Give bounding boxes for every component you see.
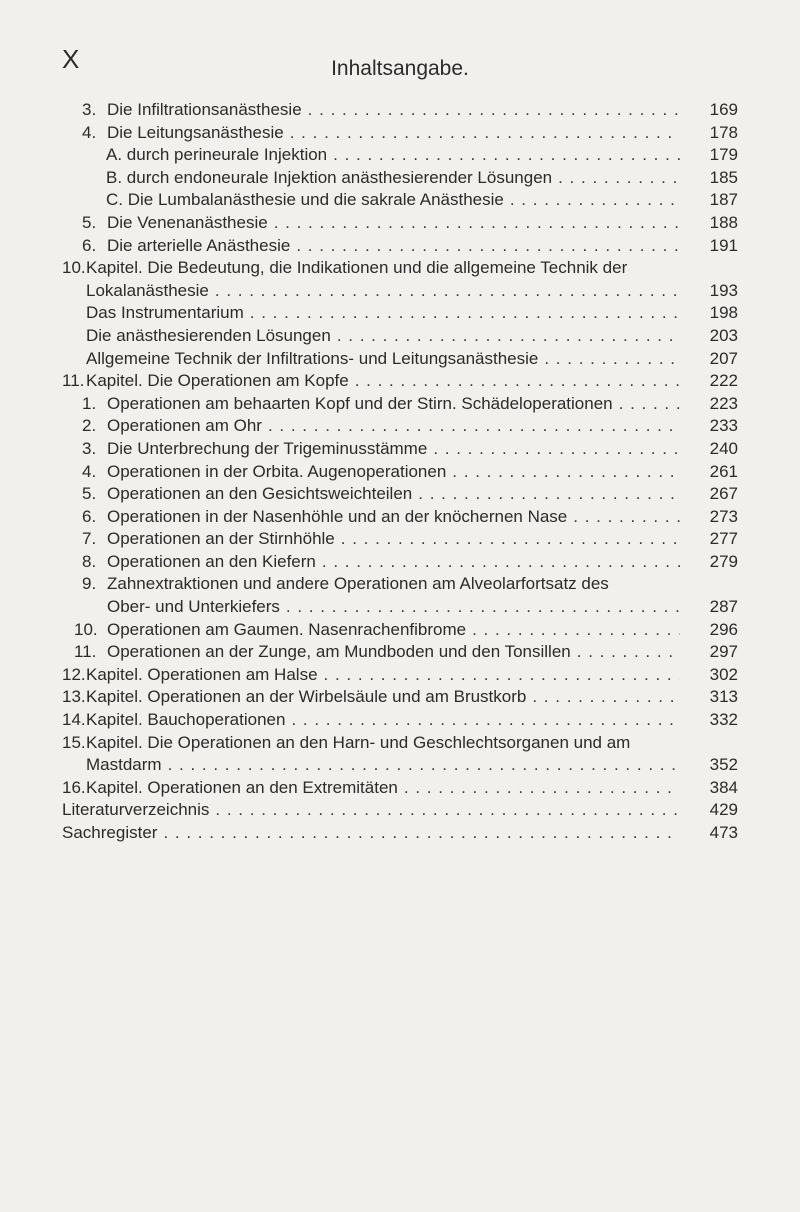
toc-entry bbox=[62, 415, 738, 438]
toc-entry-title: B. durch endoneurale Injektion anästhesierender Lösungen bbox=[106, 167, 553, 187]
dot-leader bbox=[163, 822, 680, 845]
toc-entry-number: 3. bbox=[82, 438, 97, 458]
toc-entry-number: 5. bbox=[82, 484, 97, 504]
dot-leader bbox=[532, 686, 680, 709]
toc-entry-page: 240 bbox=[709, 438, 738, 458]
toc-entry-number: 13. bbox=[62, 687, 86, 707]
toc-entry-title: Operationen in der Nasenhöhle und an der knöchernen Nase bbox=[107, 506, 568, 526]
toc-entry bbox=[62, 732, 738, 755]
toc-entry-page: 277 bbox=[709, 529, 738, 549]
dot-leader bbox=[333, 144, 680, 167]
toc-entry bbox=[62, 167, 738, 190]
toc-entry-title: Kapitel. Die Bedeutung, die Indikationen und die allgemeine Technik der bbox=[86, 258, 628, 278]
toc-entry-page: 332 bbox=[709, 710, 738, 730]
toc-entry bbox=[62, 370, 738, 393]
dot-leader bbox=[290, 122, 680, 145]
dot-leader bbox=[558, 167, 680, 190]
toc-entry-number: 10. bbox=[74, 619, 98, 639]
toc-entry-title: Die Venenanästhesie bbox=[107, 212, 268, 232]
toc-entry-number: 8. bbox=[82, 551, 97, 571]
toc-entry-page: 287 bbox=[709, 597, 738, 617]
toc-entry-number: 6. bbox=[82, 506, 97, 526]
toc-entry-title: Das Instrumentarium bbox=[86, 303, 244, 323]
toc-entry bbox=[62, 189, 738, 212]
toc-entry-page: 233 bbox=[709, 416, 738, 436]
toc-entry bbox=[62, 709, 738, 732]
toc-entry-page: 297 bbox=[709, 642, 738, 662]
toc-entry-number: 9. bbox=[82, 574, 97, 594]
toc-entry-page: 193 bbox=[709, 280, 738, 300]
toc-entry-page: 302 bbox=[709, 664, 738, 684]
dot-leader bbox=[286, 596, 680, 619]
page-number: X bbox=[62, 44, 80, 74]
toc-entry-title: Sachregister bbox=[62, 823, 158, 842]
toc-entry-page: 178 bbox=[709, 122, 738, 142]
table-of-contents bbox=[62, 99, 738, 845]
toc-entry bbox=[62, 619, 738, 642]
toc-entry bbox=[62, 596, 738, 619]
dot-leader bbox=[296, 235, 680, 258]
toc-entry-number: 12. bbox=[62, 664, 86, 684]
toc-entry bbox=[62, 122, 738, 145]
toc-entry-title: Ober- und Unterkiefers bbox=[107, 597, 280, 617]
dot-leader bbox=[215, 280, 680, 303]
dot-leader bbox=[215, 799, 680, 822]
toc-entry-page: 273 bbox=[709, 506, 738, 526]
toc-entry-title: Kapitel. Operationen am Halse bbox=[86, 664, 318, 684]
dot-leader bbox=[573, 506, 680, 529]
toc-entry-title: A. durch perineurale Injektion bbox=[106, 145, 328, 165]
toc-entry-title: Kapitel. Operationen an den Extremitäten bbox=[86, 777, 398, 797]
toc-entry-page: 313 bbox=[709, 687, 738, 707]
toc-entry-page: 296 bbox=[709, 619, 738, 639]
dot-leader bbox=[418, 483, 680, 506]
toc-entry-title: Die anästhesierenden Lösungen bbox=[86, 325, 331, 345]
toc-entry bbox=[62, 777, 738, 800]
toc-entry-title: Allgemeine Technik der Infiltrations- und Leitungsanästhesie bbox=[86, 348, 539, 368]
toc-entry-page: 223 bbox=[709, 393, 738, 413]
dot-leader bbox=[308, 99, 680, 122]
toc-entry-page: 188 bbox=[709, 212, 738, 232]
toc-entry-title: Die Leitungsanästhesie bbox=[107, 122, 284, 142]
toc-entry-number: 15. bbox=[62, 732, 86, 752]
toc-entry bbox=[62, 99, 738, 122]
toc-entry-title: Kapitel. Die Operationen an den Harn- und Geschlechtsorganen und am bbox=[86, 732, 631, 752]
toc-entry-number: 11. bbox=[74, 642, 97, 662]
toc-entry bbox=[62, 144, 738, 167]
toc-entry-number: 16. bbox=[62, 777, 86, 797]
toc-entry-page: 384 bbox=[709, 777, 738, 797]
toc-entry bbox=[62, 822, 738, 845]
toc-entry bbox=[62, 325, 738, 348]
dot-leader bbox=[619, 393, 680, 416]
toc-entry-title: Operationen in der Orbita. Augenoperationen bbox=[107, 461, 447, 481]
toc-entry bbox=[62, 506, 738, 529]
toc-entry-page: 185 bbox=[709, 167, 738, 187]
toc-entry bbox=[62, 641, 738, 664]
toc-entry-number: 5. bbox=[82, 212, 97, 232]
dot-leader bbox=[355, 370, 680, 393]
dot-leader bbox=[577, 641, 680, 664]
toc-entry-title: Operationen an den Kiefern bbox=[107, 551, 316, 571]
toc-entry-title: Operationen am Ohr bbox=[107, 416, 262, 436]
page-title: Inhaltsangabe. bbox=[331, 57, 469, 80]
toc-entry bbox=[62, 235, 738, 258]
toc-entry bbox=[62, 528, 738, 551]
toc-entry bbox=[62, 799, 738, 822]
toc-entry-page: 279 bbox=[709, 551, 738, 571]
toc-entry-number: 6. bbox=[82, 235, 97, 255]
toc-entry bbox=[62, 438, 738, 461]
toc-entry bbox=[62, 664, 738, 687]
toc-entry-page: 198 bbox=[709, 303, 738, 323]
dot-leader bbox=[433, 438, 680, 461]
dot-leader bbox=[544, 348, 680, 371]
toc-entry-number: 10. bbox=[62, 258, 86, 278]
toc-entry bbox=[62, 348, 738, 371]
toc-entry-title: Die arterielle Anästhesie bbox=[107, 235, 291, 255]
toc-entry-page: 169 bbox=[709, 100, 738, 119]
toc-entry-title: Operationen an den Gesichtsweichteilen bbox=[107, 484, 413, 504]
toc-entry-page: 203 bbox=[709, 325, 738, 345]
toc-entry-page: 267 bbox=[709, 484, 738, 504]
toc-entry bbox=[62, 393, 738, 416]
toc-entry-title: Operationen an der Zunge, am Mundboden und den Tonsillen bbox=[107, 642, 571, 662]
toc-entry-number: 14. bbox=[62, 710, 86, 730]
dot-leader bbox=[337, 325, 680, 348]
dot-leader bbox=[322, 551, 680, 574]
dot-leader bbox=[250, 302, 680, 325]
toc-entry-title: Mastdarm bbox=[86, 755, 162, 775]
dot-leader bbox=[341, 528, 680, 551]
dot-leader bbox=[274, 212, 680, 235]
toc-entry-number: 4. bbox=[82, 122, 97, 142]
toc-entry bbox=[62, 573, 738, 596]
toc-entry-page: 207 bbox=[709, 348, 738, 368]
toc-entry bbox=[62, 257, 738, 280]
toc-entry-page: 191 bbox=[709, 235, 738, 255]
dot-leader bbox=[510, 189, 680, 212]
toc-entry-page: 429 bbox=[709, 800, 738, 820]
toc-entry-title: Zahnextraktionen und andere Operationen am Alveolarfortsatz des bbox=[107, 574, 609, 594]
toc-entry bbox=[62, 461, 738, 484]
toc-entry-number: 1. bbox=[82, 393, 97, 413]
dot-leader bbox=[324, 664, 680, 687]
toc-entry-page: 352 bbox=[709, 755, 738, 775]
dot-leader bbox=[291, 709, 680, 732]
toc-entry bbox=[62, 483, 738, 506]
toc-entry-number: 4. bbox=[82, 461, 97, 481]
toc-entry-title: Kapitel. Die Operationen am Kopfe bbox=[86, 371, 349, 391]
toc-entry-title: Literaturverzeichnis bbox=[62, 800, 210, 820]
dot-leader bbox=[452, 461, 680, 484]
toc-entry bbox=[62, 754, 738, 777]
dot-leader bbox=[404, 777, 680, 800]
toc-entry-title: Kapitel. Bauchoperationen bbox=[86, 710, 286, 730]
toc-entry-number: 11. bbox=[62, 371, 85, 391]
toc-entry-page: 222 bbox=[709, 371, 738, 391]
toc-entry-page: 261 bbox=[709, 461, 738, 481]
toc-entry-page: 473 bbox=[709, 823, 738, 842]
toc-entry-title: Die Infiltrationsanästhesie bbox=[107, 100, 302, 119]
toc-entry bbox=[62, 686, 738, 709]
toc-entry bbox=[62, 302, 738, 325]
toc-entry-title: Die Unterbrechung der Trigeminusstämme bbox=[107, 438, 428, 458]
toc-entry-title: Operationen am behaarten Kopf und der Stirn. Schädeloperationen bbox=[107, 393, 613, 413]
dot-leader bbox=[168, 754, 680, 777]
toc-entry-title: Operationen an der Stirnhöhle bbox=[107, 529, 335, 549]
toc-entry-title: Lokalanästhesie bbox=[86, 280, 209, 300]
toc-entry bbox=[62, 280, 738, 303]
toc-entry-title: Kapitel. Operationen an der Wirbelsäule und am Brustkorb bbox=[86, 687, 527, 707]
toc-entry-number: 2. bbox=[82, 416, 97, 436]
toc-entry-title: Operationen am Gaumen. Nasenrachenfibrome bbox=[107, 619, 467, 639]
toc-entry bbox=[62, 212, 738, 235]
toc-entry-title: C. Die Lumbalanästhesie und die sakrale Anästhesie bbox=[106, 190, 504, 210]
dot-leader bbox=[472, 619, 680, 642]
dot-leader bbox=[268, 415, 680, 438]
toc-entry-number: 7. bbox=[82, 529, 97, 549]
toc-entry-page: 187 bbox=[709, 190, 738, 210]
toc-entry-number: 3. bbox=[82, 100, 97, 119]
toc-entry bbox=[62, 551, 738, 574]
toc-entry-page: 179 bbox=[709, 145, 738, 165]
